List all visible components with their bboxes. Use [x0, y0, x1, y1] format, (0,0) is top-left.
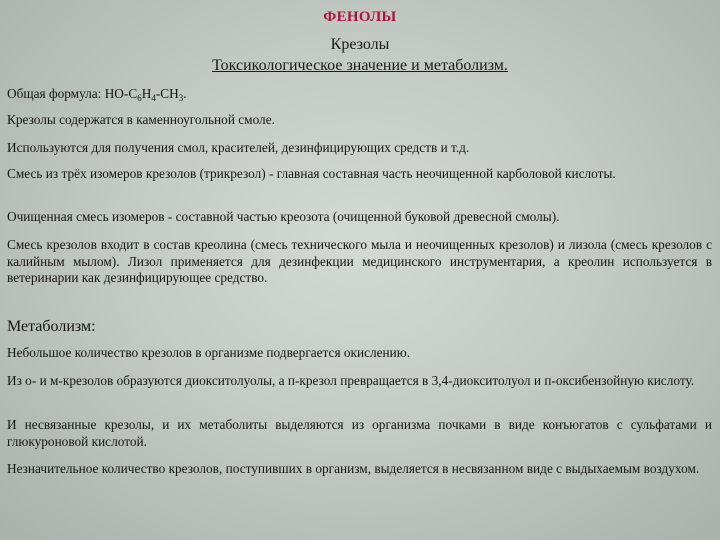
- metabolism-paragraph-4: Незначительное количество крезолов, поступивших в организм, выделяется в несвязанном виде с выдыхаемым воздухом.: [7, 461, 700, 476]
- slide-subtitle: Крезолы: [330, 36, 390, 53]
- formula-line: [7, 86, 712, 103]
- metabolism-heading: Метаболизм:: [7, 318, 96, 335]
- paragraph-uses: Используются для получения смол, красителей, дезинфицирующих средств и т.д.: [7, 140, 470, 155]
- formula-part: .: [183, 86, 187, 101]
- slide-title: ФЕНОЛЫ: [323, 9, 397, 25]
- metabolism-paragraph-1: Небольшое количество крезолов в организме подвергается окислению.: [7, 345, 411, 360]
- paragraph-coal-tar: Крезолы содержатся в каменноугольной смоле.: [7, 112, 275, 127]
- formula-subscript: 3: [178, 93, 184, 103]
- formula-label: Общая формула:: [7, 86, 105, 101]
- formula-subscript: 4: [151, 93, 156, 103]
- metabolism-paragraph-3: И несвязанные крезолы, и их метаболиты выделяются из организма почками в виде конъюгатов с сульфатами и глюкуроновой кислотой.: [7, 417, 712, 449]
- paragraph-creosote: Очищенная смесь изомеров - составной частью креозота (очищенной буковой древесной смолы).: [7, 209, 560, 224]
- formula-part: -CH: [155, 86, 179, 101]
- slide-topic: Токсикологическое значение и метаболизм.: [212, 57, 508, 74]
- paragraph-tricresol: Смесь из трёх изомеров крезолов (трикрезол) - главная составная часть неочищенной карболовой кислоты.: [7, 166, 616, 181]
- metabolism-paragraph-2: Из о- и м-крезолов образуются диокситолуолы, а п-крезол превращается в 3,4-диокситолуол и п-оксибензойную кислоту.: [7, 373, 695, 388]
- formula-part: HO-C: [104, 86, 138, 101]
- formula-part: H: [141, 86, 152, 101]
- paragraph-creolin: Смесь крезолов входит в состав креолина (смесь технического мыла и неочищенных крезолов) и лизола (смесь крезолов с калийным мылом). Лизол применяется для дезинфекции медицинского инструментария, а креолин используется в ветеринарии как дезинфицирующее средство.: [7, 237, 712, 285]
- formula-subscript: 6: [137, 93, 142, 103]
